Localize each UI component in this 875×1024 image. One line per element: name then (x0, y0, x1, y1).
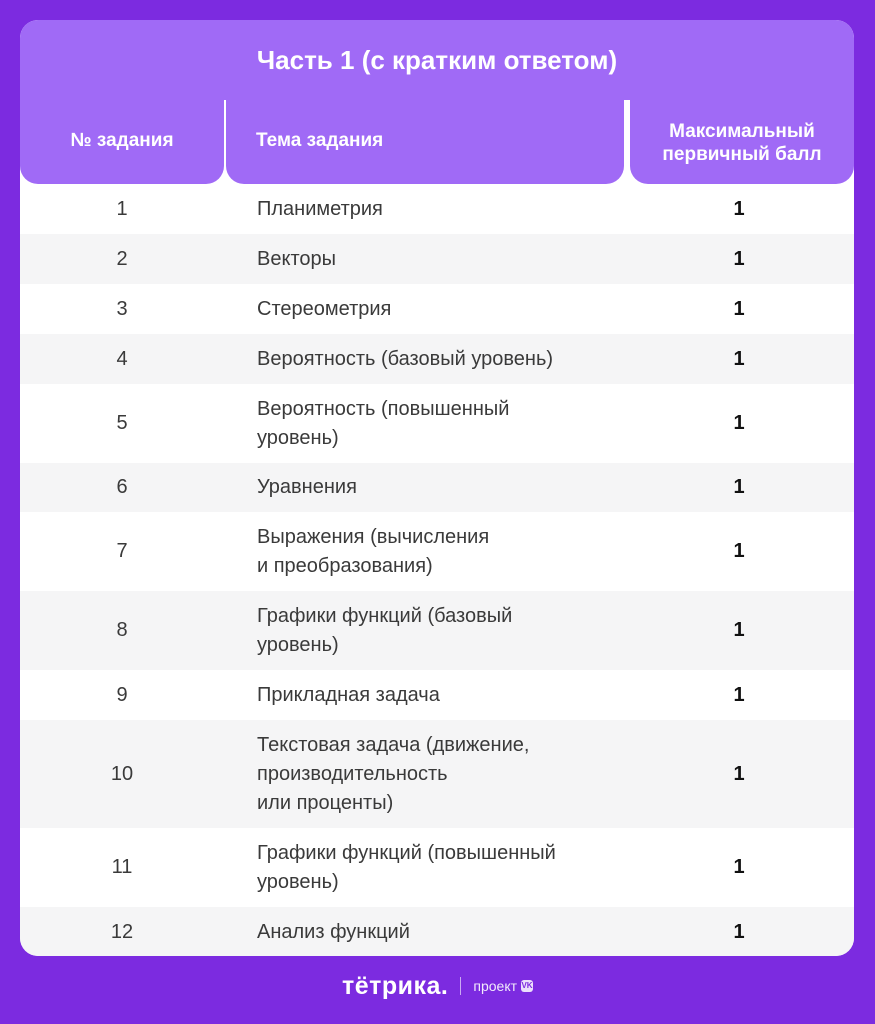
table-row (20, 234, 854, 284)
task-score: 1 (733, 347, 745, 370)
task-number: 4 (116, 347, 128, 370)
header-max-score (630, 96, 854, 184)
header-task-number: № задания (20, 96, 224, 184)
table-row (20, 720, 854, 828)
task-number: 9 (116, 683, 128, 706)
footer (0, 966, 875, 1006)
task-topic: Планиметрия (257, 197, 383, 220)
table-row (20, 670, 854, 720)
task-topic: Уравнения (257, 476, 357, 498)
task-score: 1 (733, 856, 745, 878)
task-number: 12 (110, 920, 134, 943)
table-title: Часть 1 (с кратким ответом) (20, 20, 854, 100)
table-body (20, 184, 854, 956)
table-card (20, 20, 854, 956)
task-number: 1 (116, 197, 128, 220)
header-max-score-line2: первичный балл (662, 144, 822, 165)
header-max-score-line1: Максимальный (669, 121, 815, 142)
task-number: 8 (116, 619, 128, 641)
table-row (20, 463, 854, 512)
table-row (20, 184, 854, 234)
header-task-topic: Тема задания (226, 96, 624, 184)
task-number: 11 (111, 856, 133, 878)
table-row (20, 334, 854, 384)
task-score: 1 (733, 412, 745, 434)
table-row (20, 284, 854, 334)
task-score: 1 (733, 297, 745, 320)
table-row (20, 384, 854, 463)
task-score: 1 (733, 197, 745, 220)
vk-icon: VK (521, 981, 533, 990)
task-number: 5 (116, 412, 128, 434)
table-header (20, 96, 854, 184)
brand-logo: тётрика. (341, 971, 449, 1000)
task-number: 6 (116, 476, 128, 498)
task-topic: Прикладная задача (257, 683, 440, 706)
task-topic: Стереометрия (257, 297, 392, 320)
task-score: 1 (733, 476, 745, 498)
task-score: 1 (733, 540, 745, 562)
task-score: 1 (733, 683, 745, 706)
table-row (20, 512, 854, 591)
task-topic: Графики функций (базовый уровень) (257, 604, 513, 656)
task-topic: Анализ функций (257, 920, 410, 943)
task-score: 1 (733, 247, 745, 270)
task-topic: Текстовая задача (движение, производительность или проценты) (257, 733, 530, 814)
task-number: 3 (116, 297, 128, 320)
task-number: 7 (116, 540, 128, 562)
task-score: 1 (733, 762, 745, 785)
task-number: 10 (110, 762, 134, 785)
task-topic: Вероятность (базовый уровень) (257, 347, 554, 370)
project-label: проект (473, 978, 518, 994)
table-row (20, 828, 854, 907)
task-topic: Графики функций (повышенный уровень) (257, 841, 556, 893)
footer-divider (460, 977, 461, 995)
task-score: 1 (733, 619, 745, 641)
table-row (20, 907, 854, 956)
table-row (20, 591, 854, 670)
task-topic: Выражения (вычисления и преобразования) (257, 525, 490, 577)
task-topic: Вероятность (повышенный уровень) (257, 397, 510, 449)
task-number: 2 (116, 247, 128, 270)
task-topic: Векторы (257, 247, 336, 270)
task-score: 1 (733, 920, 745, 943)
